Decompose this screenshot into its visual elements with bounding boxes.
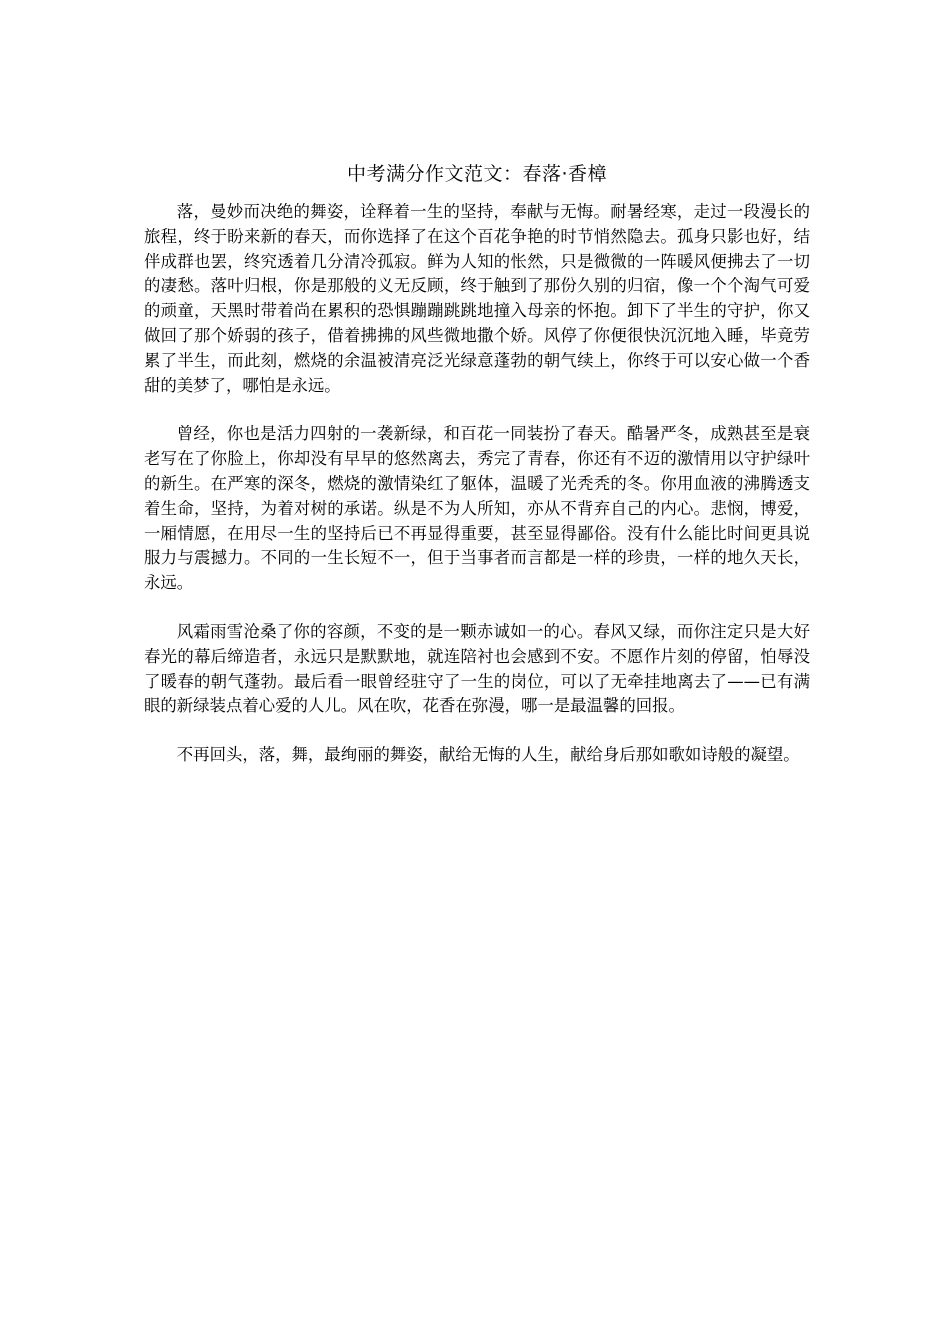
- essay-paragraph-3: 风霜雨雪沧桑了你的容颜，不变的是一颗赤诚如一的心。春风又绿，而你注定只是大好春光的幕后缔造者，永远只是默默地，就连陪衬也会感到不安。不愿作片刻的停留，怕辱没了暖春的朝气蓬勃。最后看一眼曾经驻守了一生的岗位，可以了无牵挂地离去了——已有满眼的新绿装点着心爱的人儿。风在吹，花香在弥漫，哪一是最温馨的回报。: [144, 621, 810, 716]
- essay-paragraph-4: 不再回头，落，舞，最绚丽的舞姿，献给无悔的人生，献给身后那如歌如诗般的凝望。: [176, 745, 800, 765]
- essay-paragraph-2: 曾经，你也是活力四射的一袭新绿，和百花一同装扮了春天。酷暑严冬，成熟甚至是衰老写在了你脸上，你却没有早早的悠然离去，秀完了青春，你还有不迈的激情用以守护绿叶的新生。在严寒的深冬，燃烧的激情染红了躯体，温暖了光秃秃的冬。你用血液的沸腾透支着生命，坚持，为着对树的承诺。纵是不为人所知，亦从不背弃自己的内心。悲悯，博爱，一厢情愿，在用尽一生的坚持后已不再显得重要，甚至显得鄙俗。没有什么能比时间更具说服力与震撼力。不同的一生长短不一，但于当事者而言都是一样的珍贵，一样的地久天长，永远。: [144, 424, 810, 593]
- essay-title: 中考满分作文范文：春落·香樟: [346, 163, 608, 185]
- essay-paragraph-1: 落，曼妙而决绝的舞姿，诠释着一生的坚持，奉献与无悔。耐暑经寒，走过一段漫长的旅程，终于盼来新的春天，而你选择了在这个百花争艳的时节悄然隐去。孤身只影也好，结伴成群也罢，终究透着几分清冷孤寂。鲜为人知的怅然，只是微微的一阵暖风便拂去了一切的凄愁。落叶归根，你是那般的义无反顾，终于触到了那份久别的归宿，像一个个淘气可爱的顽童，天黑时带着尚在累积的恐惧蹦蹦跳跳地撞入母亲的怀抱。卸下了半生的守护，你又做回了那个娇弱的孩子，借着拂拂的风些微地撒个娇。风停了你便很快沉沉地入睡，毕竟劳累了半生，而此刻，燃烧的余温被清亮泛光绿意蓬勃的朝气续上，你终于可以安心做一个香甜的美梦了，哪怕是永远。: [144, 202, 810, 395]
- essay-article: [144, 158, 810, 792]
